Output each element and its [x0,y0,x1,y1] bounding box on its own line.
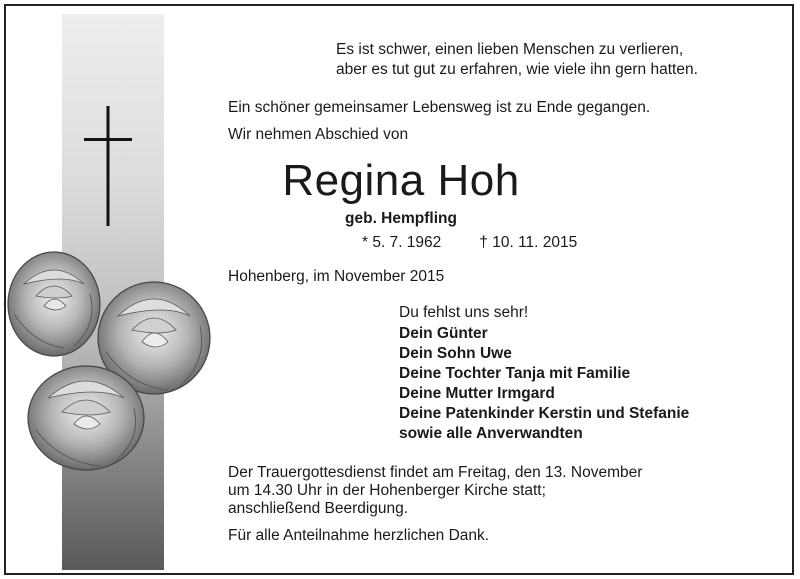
maiden-name: geb. Hempfling [345,210,457,227]
service-line: anschließend Beerdigung. [228,500,409,517]
motto-line: Es ist schwer, einen lieben Menschen zu verlieren, [336,41,684,58]
mourner: Dein Günter [399,325,488,342]
mourner: sowie alle Anverwandten [399,425,583,442]
intro [228,94,650,148]
service-info [228,464,642,518]
mourner: Deine Tochter Tanja mit Familie [399,365,631,382]
miss-you-line: Du fehlst uns sehr! [399,304,529,321]
cross-icon [84,106,132,226]
roses-image [6,242,216,472]
service-line: Der Trauergottesdienst findet am Freitag, den 13. November [228,464,643,481]
deceased-name: Regina Hoh [282,156,520,205]
mourner: Deine Patenkinder Kerstin und Stefanie [399,405,690,422]
obituary-notice [4,4,794,575]
service-line: um 14.30 Uhr in der Hohenberger Kirche statt; [228,482,546,499]
intro-line: Ein schöner gemeinsamer Lebensweg ist zu Ende gegangen. [228,99,651,116]
death-date: † 10. 11. 2015 [479,234,578,251]
mourners-list [399,324,689,444]
life-dates [362,234,577,252]
thanks-line: Für alle Anteilnahme herzlichen Dank. [228,527,490,544]
mourner: Deine Mutter Irmgard [399,385,555,402]
motto [336,40,698,80]
motto-line: aber es tut gut zu erfahren, wie viele ihn gern hatten. [336,61,698,78]
birth-date: * 5. 7. 1962 [362,234,442,251]
mourner: Dein Sohn Uwe [399,345,512,362]
intro-line: Wir nehmen Abschied von [228,126,409,143]
place-date: Hohenberg, im November 2015 [228,268,445,285]
